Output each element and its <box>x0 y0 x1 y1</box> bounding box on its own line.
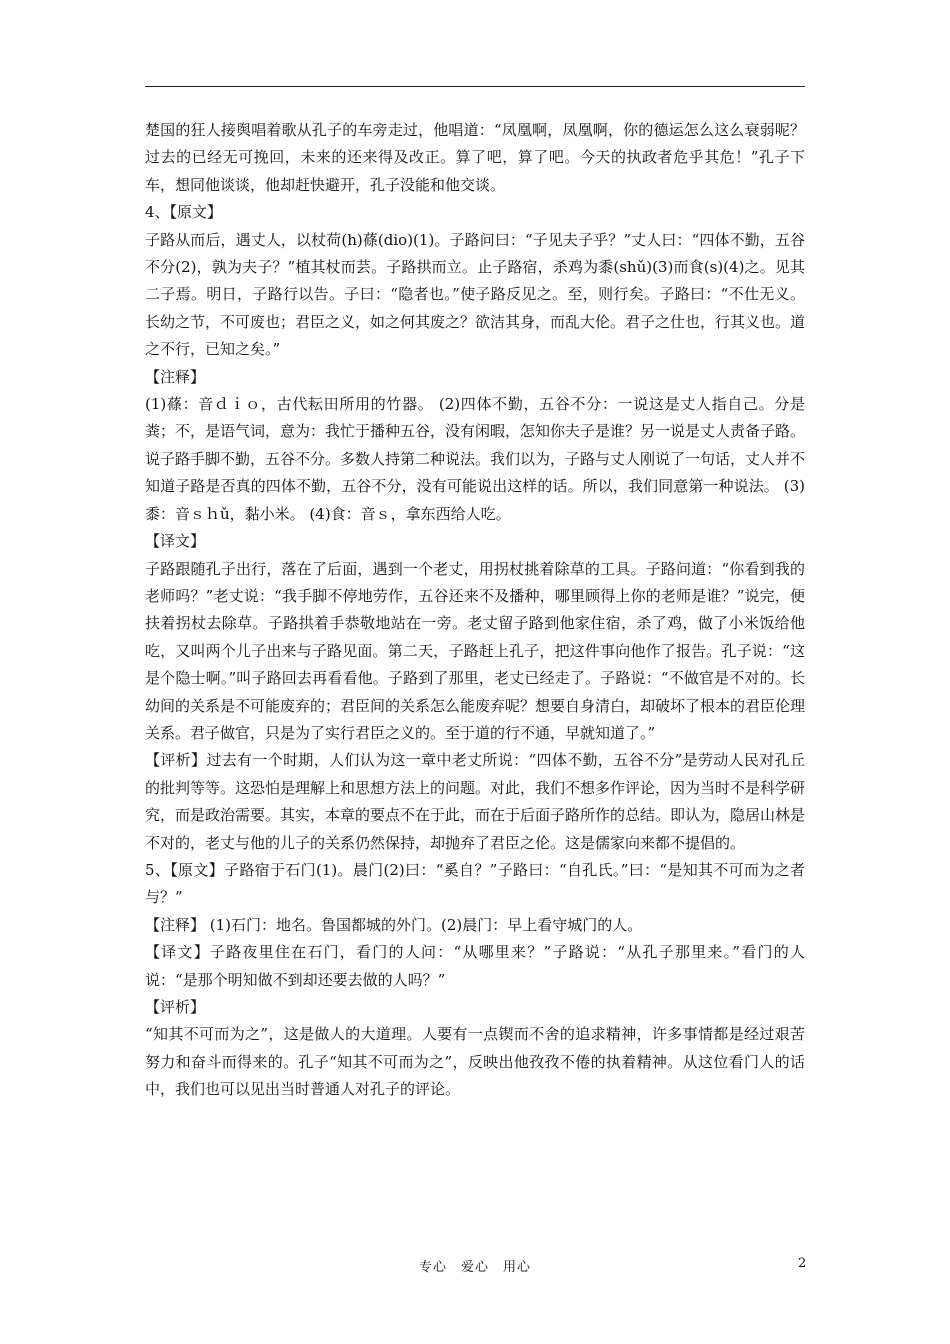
section-heading-4-original: 4、【原文】 <box>145 203 223 222</box>
footer-motto: 专心 爱心 用心 <box>418 1260 531 1275</box>
page-number: 2 <box>798 1256 807 1271</box>
heading-translation-4: 【译文】 <box>145 532 206 551</box>
paragraph-translation-4: 子路跟随孔子出行，落在了后面，遇到一个老丈，用拐杖挑着除草的工具。子路问道：“你看到我的老师吗？”老丈说：“我手脚不停地劳作，五谷还来不及播种，哪里顾得上你的老师是谁？”说完，便扶着拐杖去除草。子路拱着手恭敬地站在一旁。老丈留子路到他家住宿，杀了鸡，做了小米饭给他吃，又叫两个儿子出来与子路见面。第二天，子路赶上孔子，把这件事向他作了报告。孔子说：“这是个隐士啊。”叫子路回去再看看他。子路到了那里，老丈已经走了。子路说：“不做官是不对的。长幼间的关系是不可能废弃的；君臣间的关系怎么能废弃呢？想要自身清白，却破坏了根本的君臣伦理关系。君子做官，只是为了实行君臣之义的。至于道的行不通，早就知道了。” <box>145 559 806 742</box>
paragraph-original-5: 5、【原文】子路宿于石门(1)。晨门(2)曰：“奚自？”子路曰：“自孔氏。”曰：“是知其不可而为之者与？” <box>145 860 805 907</box>
heading-notes-4: 【注释】 <box>145 367 206 386</box>
heading-commentary-5: 【评析】 <box>145 998 206 1016</box>
body-text <box>145 117 805 1104</box>
paragraph-translation-jieyu: 楚国的狂人接舆唱着歌从孔子的车旁走过，他唱道：“凤凰啊，凤凰啊，你的德运怎么这么衰弱呢？过去的已经无可挽回，未来的还来得及改正。算了吧，算了吧。今天的执政者危乎其危！”孔子下车，想同他谈谈，他却赶快避开，孔子没能和他交谈。 <box>145 121 805 194</box>
paragraph-translation-5: 【译文】子路夜里住在石门，看门的人问：“从哪里来？”子路说：“从孔子那里来。”看门的人说：“是那个明知做不到却还要去做的人吗？” <box>145 943 805 989</box>
paragraph-commentary-5: “知其不可而为之”，这是做人的大道理。人要有一点锲而不舍的追求精神，许多事情都是经过艰苦努力和奋斗而得来的。孔子“知其不可而为之”，反映出他孜孜不倦的执着精神。从这位看门人的话中，我们也可以见出当时普通人对孔子的评论。 <box>145 1025 805 1099</box>
paragraph-commentary-4: 【评析】过去有一个时期，人们认为这一章中老丈所说：“四体不勤，五谷不分”是劳动人民对孔丘的批判等等。这恐怕是理解上和思想方法上的问题。对此，我们不想多作评论，因为当时不是科学研究，而是政治需要。其实，本章的要点不在于此，而在于后面子路所作的总结。即认为，隐居山林是不对的，老丈与他的儿子的关系仍然保持，却抛弃了君臣之伦。这是儒家向来都不提倡的。 <box>145 751 806 852</box>
header-rule <box>145 86 805 87</box>
paragraph-notes-4: (1)蓧：音ｄｉｏ，古代耘田所用的竹器。 (2)四体不勤，五谷不分：一说这是丈人指自己。分是粪；不，是语气词，意为：我忙于播种五谷，没有闲暇，怎知你夫子是谁？另一说是丈人责备子路。说子路手脚不勤，五谷不分。多数人持第二种说法。我们以为，子路与丈人刚说了一句话，丈人并不知道子路是否真的四体不勤，五谷不分，没有可能说出这样的话。所以，我们同意第一种说法。 (3)黍：音ｓｈǔ，黏小米。 (4)食：音ｓ，拿东西给人吃。 <box>145 395 806 523</box>
paragraph-original-4: 子路从而后，遇丈人，以杖荷(h)蓧(dio)(1)。子路问曰：“子见夫子乎？”丈人曰：“四体不勤，五谷不分(2)，孰为夫子？”植其杖而芸。子路拱而立。止子路宿，杀鸡为黍(shǔ)(3)而食(s)(4)之。见其二子焉。明日，子路行以告。子曰：“隐者也。”使子路反见之。至，则行矣。子路曰：“不仕无义。长幼之节，不可废也；君臣之义，如之何其废之？欲洁其身，而乱大伦。君子之仕也，行其义也。道之不行，已知之矣。” <box>145 230 806 359</box>
paragraph-notes-5: 【注释】 (1)石门：地名。鲁国都城的外门。(2)晨门：早上看守城门的人。 <box>145 915 643 934</box>
